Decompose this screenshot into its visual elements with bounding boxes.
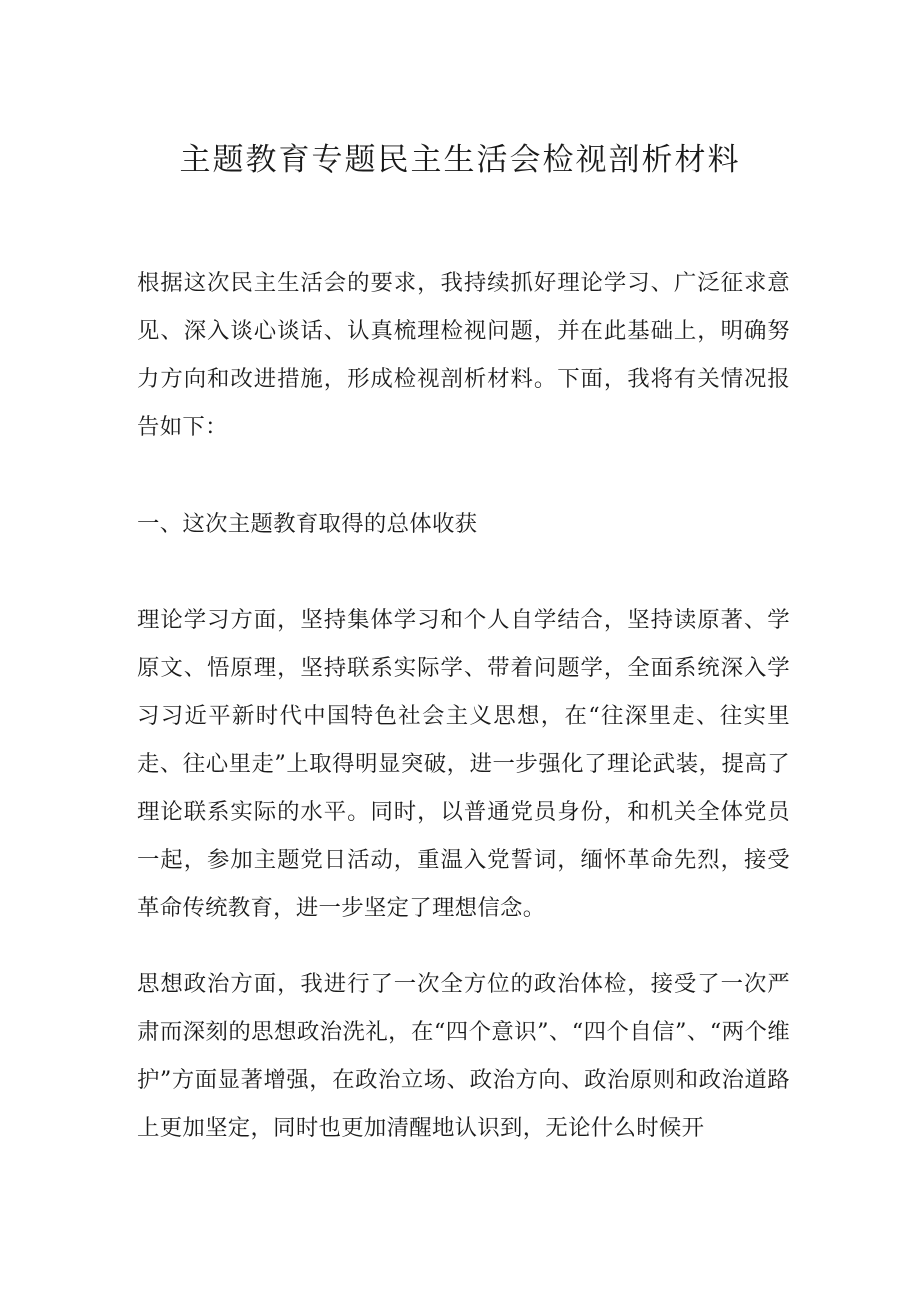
theory-study-paragraph: 理论学习方面，坚持集体学习和个人自学结合，坚持读原著、学原文、悟原理，坚持联系实际学、带着问题学，全面系统深入学习习近平新时代中国特色社会主义思想，在“往深里走、往实里走、往心里走”上取得明显突破，进一步强化了理论武装，提高了理论联系实际的水平。同时，以普通党员身份，和机关全体党员一起，参加主题党日活动，重温入党誓词，缅怀革命先烈，接受革命传统教育，进一步坚定了理想信念。 — [137, 607, 790, 921]
document-title: 主题教育专题民主生活会检视剖析材料 — [179, 142, 741, 178]
intro-paragraph: 根据这次民主生活会的要求，我持续抓好理论学习、广泛征求意见、深入谈心谈话、认真梳理检视问题，并在此基础上，明确努力方向和改进措施，形成检视剖析材料。下面，我将有关情况报告如下： — [137, 270, 790, 440]
section-heading: 一、这次主题教育取得的总体收获 — [137, 511, 478, 537]
political-thought-paragraph: 思想政治方面，我进行了一次全方位的政治体检，接受了一次严肃而深刻的思想政治洗礼，在“四个意识”、“四个自信”、“两个维护”方面显著增强，在政治立场、政治方向、政治原则和政治道路上更加坚定，同时也更加清醒地认识到，无论什么时候开 — [137, 971, 790, 1141]
